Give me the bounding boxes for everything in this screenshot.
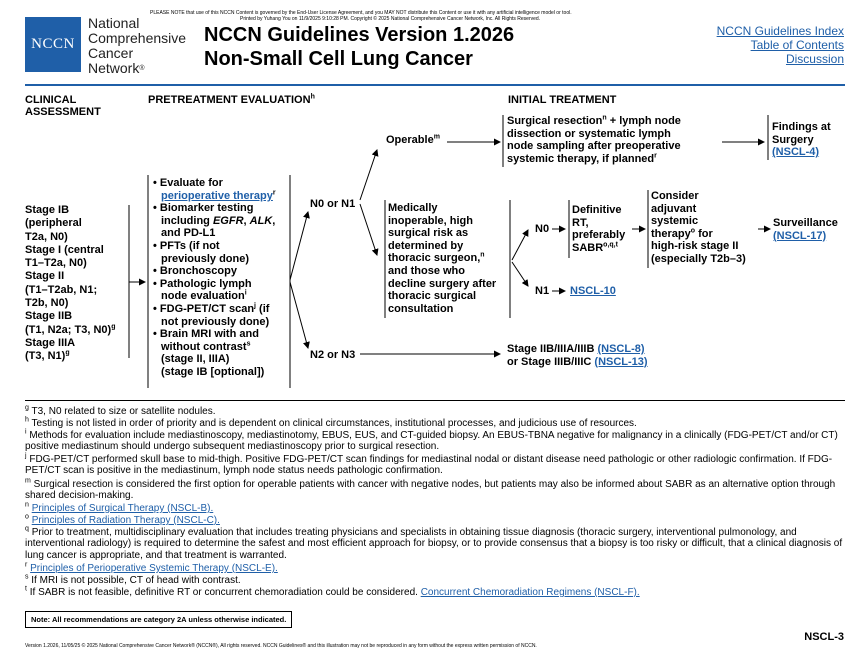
- definitive-rt-box: Definitive RT, preferably SABR$^{o,q,t}$: [572, 204, 626, 254]
- footnote-g: $^g$ T3, N0 related to size or satellite nodules.: [25, 404, 216, 417]
- nscl-4-link[interactable]: (NSCL-4): [772, 146, 820, 159]
- discussion-link[interactable]: Discussion: [785, 52, 844, 66]
- evaluation-list: • Evaluate for perioperative therapy$^r$ • Biomarker testing including EGFR, ALK, and PD-L1 • PFTs (if not previously done) • Bronchoscopy • Pathologic lymph node evaluation$^i$ • FDG-PET/CT scan$^j$ (if not previously done) • Brain MRI with and without contrast$^s$ (stage II, IIIA) (stage IB [optional]): [153, 177, 276, 378]
- footnote-i: $^i$ Methods for evaluation include mediastinoscopy, mediastinotomy, EBUS, EUS, and CT-guided biopsy. An EBUS-TBNA negative for malignancy in a clinically (FDG-PET/CT and/or CT) positive mediastinum should undergo subsequent mediastinoscopy prior to surgical resection.: [25, 428, 838, 453]
- footnote-m: $^m$ Surgical resection is considered the first option for operable patients with cancer with negative nodes, but patients may also be informed about SABR as an alternative option through shared decision-making.: [25, 477, 836, 502]
- page-id: NSCL-3: [804, 631, 844, 643]
- guidelines-index-link[interactable]: NCCN Guidelines Index: [716, 24, 844, 38]
- footer-copyright: Version 1.2026, 11/05/25 © 2025 National Comprehensive Cancer Network® (NCCN®), All rights reserved. NCCN Guidelines® and this illustration may not be reproduced in any form without the express written permission of NCCN.: [25, 643, 537, 649]
- footnote-n: $^n$ Principles of Surgical Therapy (NSCL-B).: [25, 501, 214, 514]
- stage-iii-box: Stage IIB/IIIA/IIIB (NSCL-8) or Stage IIIB/IIIC (NSCL-13): [507, 343, 648, 368]
- findings-at-surgery: Findings at Surgery (NSCL-4): [772, 121, 831, 159]
- n2-n3-label: N2 or N3: [310, 349, 356, 361]
- toc-link[interactable]: Table of Contents: [750, 38, 844, 52]
- nscl-10-link[interactable]: NSCL-10: [570, 285, 616, 297]
- clinical-assessment-header: CLINICAL ASSESSMENT: [25, 94, 101, 118]
- surgical-therapy-link[interactable]: Principles of Surgical Therapy (NSCL-B).: [31, 503, 214, 514]
- initial-treatment-header: INITIAL TREATMENT: [508, 94, 617, 106]
- n1-label: N1: [535, 285, 550, 297]
- perioperative-therapy-link[interactable]: perioperative therapy: [161, 189, 273, 202]
- nscl-13-link[interactable]: (NSCL-13): [594, 355, 648, 368]
- pretreatment-header: PRETREATMENT EVALUATION$^h$: [148, 93, 315, 106]
- surveillance-box: Surveillance (NSCL-17): [773, 217, 838, 242]
- nccn-logo-mark: NCCN: [25, 17, 81, 72]
- category-note: Note: All recommendations are category 2A unless otherwise indicated.: [25, 611, 292, 628]
- footnote-r: $^r$ Principles of Perioperative Systemic Therapy (NSCL-E).: [25, 561, 278, 574]
- medically-inoperable-box: Medically inoperable, high surgical risk as determined by thoracic surgeon,$^n$ and those who decline surgery after thoracic surgical consultation: [388, 202, 497, 315]
- footnote-o: $^o$ Principles of Radiation Therapy (NSCL-C).: [25, 513, 220, 526]
- surgical-resection-box: Surgical resection$^n$ + lymph node dissection or systematic lymph node sampling after preoperative systemic therapy, if planned$^r$: [507, 114, 681, 165]
- operable-label: Operable$^m$: [386, 133, 440, 146]
- n1-link-container: [570, 285, 616, 298]
- footnote-h: $^h$ Testing is not listed in order of priority and is dependent on clinical circumstances, institutional processes, and judicious use of resources.: [25, 416, 637, 429]
- page-title: NCCN Guidelines Version 1.2026 Non-Small Cell Lung Cancer: [204, 24, 515, 70]
- footnote-rule: [25, 400, 845, 401]
- chemoradiation-regimens-link[interactable]: Concurrent Chemoradiation Regimens (NSCL-F).: [420, 587, 640, 598]
- nscl-17-link[interactable]: (NSCL-17): [773, 229, 827, 242]
- footnote-j: $^j$ FDG-PET/CT performed skull base to mid-thigh. Positive FDG-PET/CT scan findings for mediastinal nodal or distant disease need pathologic or other radiologic confirmation. If FDG-PET/CT scan is positive in the mediastinum, lymph node status needs pathologic confirmation.: [25, 452, 833, 477]
- stage-list: Stage IB (peripheral T2a, N0) Stage I (central T1–T2a, N0) Stage II (T1–T2ab, N1; T2b, N0) Stage IIB (T1, N2a; T3, N0)$^g$ Stage IIIA (T3, N1)$^g$: [25, 204, 116, 363]
- nscl-8-link[interactable]: (NSCL-8): [597, 343, 645, 355]
- nccn-logo-text: National Comprehensive Cancer Network®: [88, 15, 187, 76]
- radiation-therapy-link[interactable]: Principles of Radiation Therapy (NSCL-C).: [31, 515, 220, 526]
- n0-n1-label: N0 or N1: [310, 198, 356, 210]
- copyright-notice: PLEASE NOTE that use of this NCCN Content is governed by the End-User License Agreement, and you MAY NOT distribute this Content or use it with any artificial intelligence model or tool. Printed by Yuhang You on 11/9/2025 9:10:28 PM. Copyright © 2025 National Comprehensive Cancer Network, Inc. All Rights Reserved.: [150, 10, 572, 22]
- footnote-s: $^s$ If MRI is not possible, CT of head with contrast.: [25, 573, 241, 586]
- footnote-t: $^t$ If SABR is not feasible, definitive RT or concurrent chemoradiation could be considered. Concurrent Chemoradiation Regimens (NSCL-F).: [25, 585, 640, 598]
- perioperative-systemic-link[interactable]: Principles of Perioperative Systemic Therapy (NSCL-E).: [30, 563, 278, 574]
- footnote-q: $^q$ Prior to treatment, multidisciplinary evaluation that includes treating physicians and specialists in obtaining tissue diagnosis (thoracic surgery, interventional pulmonology, and interventional radiology) is required to determine the safest and most efficient approach for biopsy, or to provide consensus that a biopsy is too risky or difficult, that a clinical diagnosis of lung cancer is appropriate, and that treatment is warranted.: [25, 525, 843, 561]
- consider-adjuvant-box: Consider adjuvant systemic therapy$^o$ for high-risk stage II (especially T2b–3): [651, 190, 746, 265]
- n0-label: N0: [535, 223, 550, 235]
